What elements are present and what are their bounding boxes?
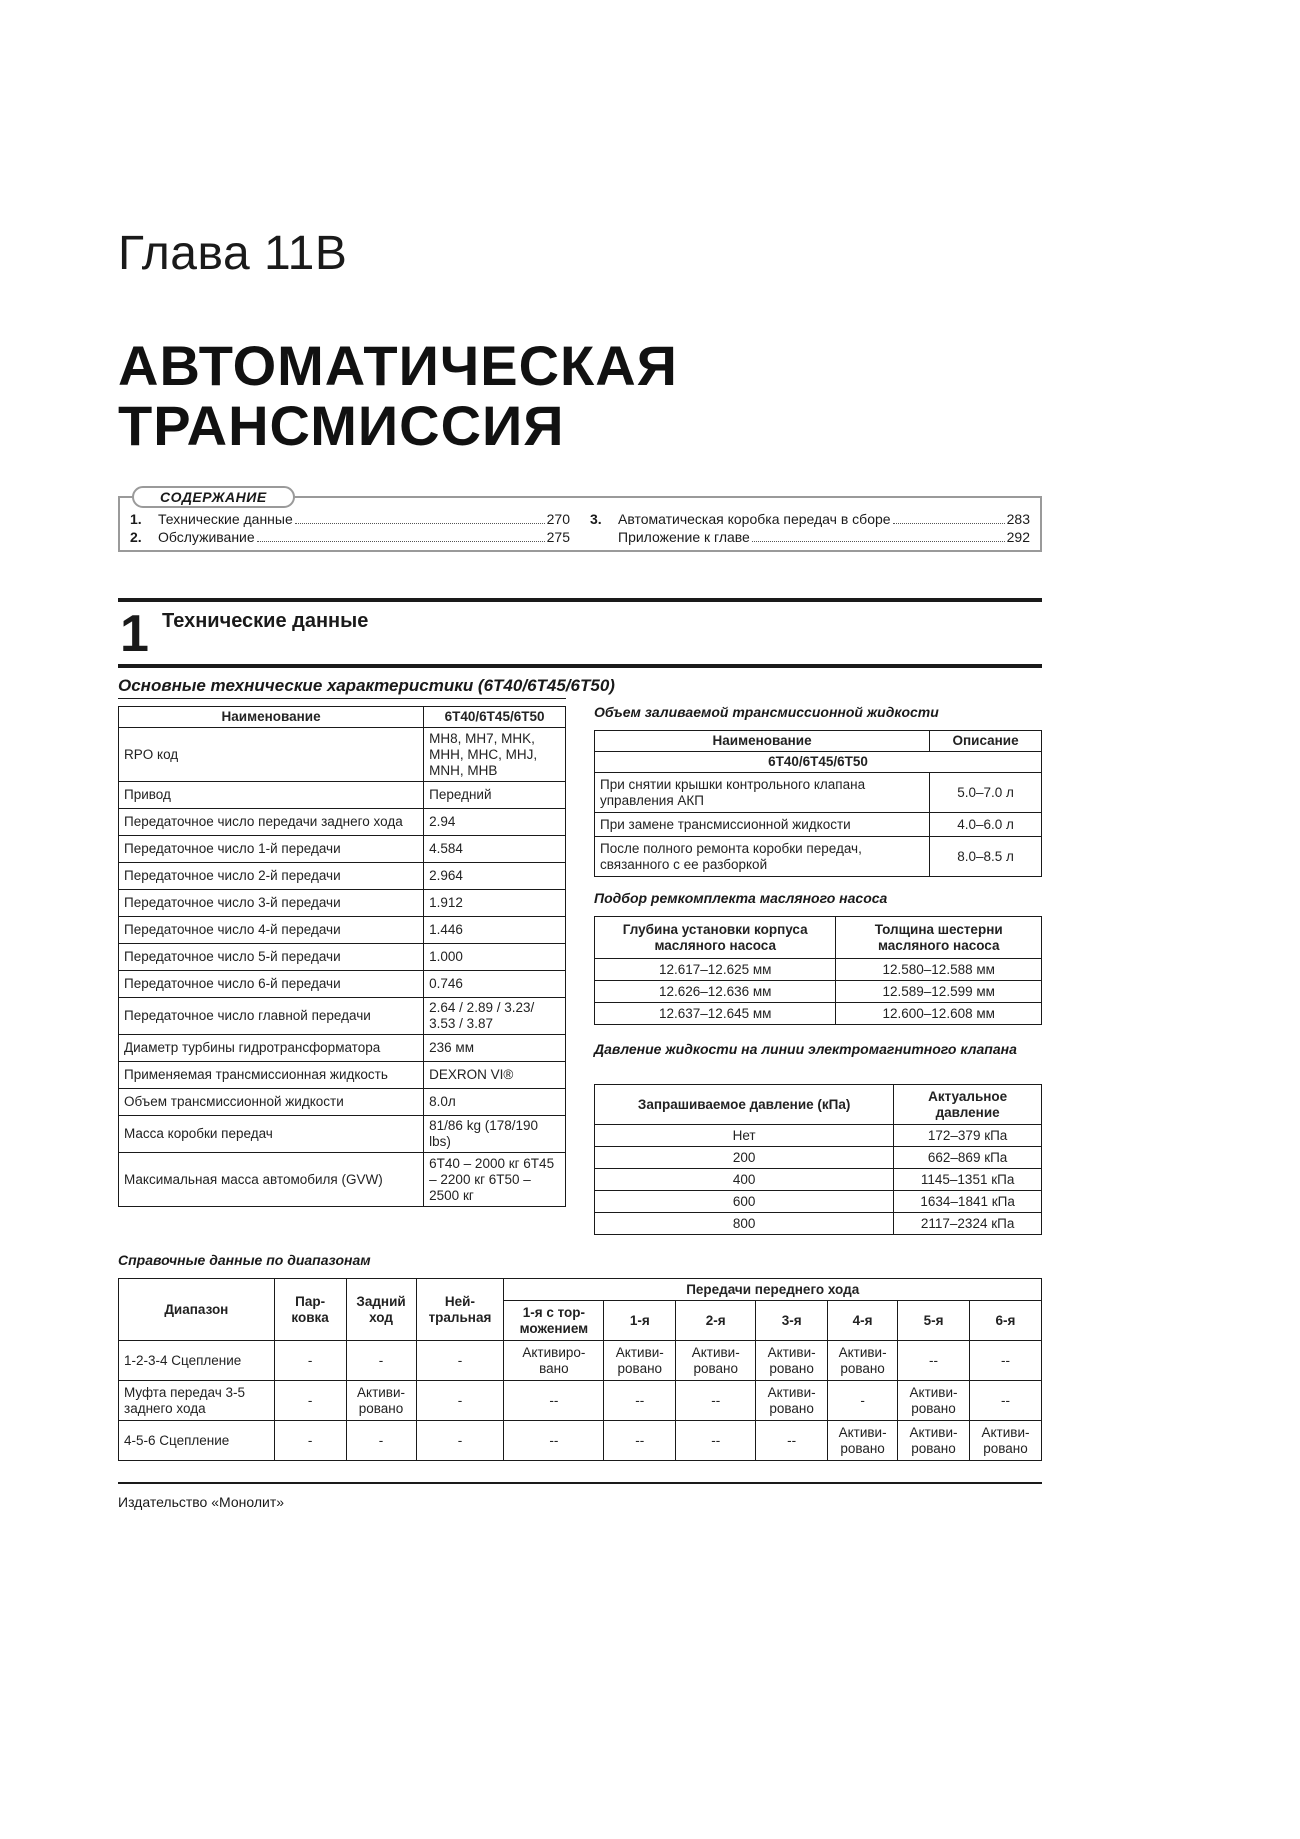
contents-item-page: 270 — [546, 511, 570, 527]
table-row — [595, 1169, 1042, 1191]
range-cell: Активи-ровано — [898, 1381, 970, 1421]
table-header-row — [595, 731, 1042, 752]
table-row — [595, 813, 1042, 837]
condition-cell: После полного ремонта коробки передач, связанного с ее разборкой — [595, 837, 930, 877]
fluid-volume-table — [594, 730, 1042, 877]
fluid-volume-caption: Объем заливаемой трансмиссионной жидкости — [594, 704, 939, 720]
range-cell: -- — [898, 1341, 970, 1381]
range-cell: -- — [969, 1381, 1041, 1421]
table-row — [595, 959, 1042, 981]
column-header-gear: 4-я — [828, 1301, 898, 1341]
table-row — [119, 890, 566, 917]
spec-name: Передаточное число 6-й передачи — [119, 971, 424, 998]
spec-value: 2.964 — [424, 863, 566, 890]
table-row — [119, 863, 566, 890]
range-name: Муфта передач 3-5 заднего хода — [119, 1381, 275, 1421]
range-cell: Активи-ровано — [898, 1421, 970, 1461]
range-cell: -- — [504, 1381, 604, 1421]
column-header-neutral: Ней-тральная — [416, 1279, 504, 1341]
contents-item-number: 3. — [590, 511, 602, 527]
spec-name: Максимальная масса автомобиля (GVW) — [119, 1153, 424, 1207]
condition-cell: При снятии крышки контрольного клапана управления АКП — [595, 773, 930, 813]
contents-item-number: 2. — [130, 529, 142, 545]
depth-cell: 12.626–12.636 мм — [595, 981, 836, 1003]
range-cell: - — [416, 1341, 504, 1381]
condition-cell: При замене трансмиссионной жидкости — [595, 813, 930, 837]
range-cell: - — [274, 1381, 346, 1421]
table-row — [595, 981, 1042, 1003]
table-row — [119, 1341, 1042, 1381]
volume-cell: 5.0–7.0 л — [930, 773, 1042, 813]
column-header-gear: 1-я — [604, 1301, 676, 1341]
spec-value: 236 мм — [424, 1035, 566, 1062]
table-row — [119, 1381, 1042, 1421]
contents-leader-dots — [257, 528, 545, 542]
main-specs-table — [118, 706, 566, 1207]
table-subheader-row — [595, 752, 1042, 773]
ranges-table — [118, 1278, 1042, 1461]
table-row — [595, 1125, 1042, 1147]
section-title: Технические данные — [162, 610, 369, 632]
range-cell: - — [828, 1381, 898, 1421]
contents-item-page: 292 — [1006, 529, 1030, 545]
volume-cell: 8.0–8.5 л — [930, 837, 1042, 877]
spec-name: Передаточное число 5-й передачи — [119, 944, 424, 971]
range-cell: - — [274, 1421, 346, 1461]
range-cell: - — [346, 1421, 416, 1461]
range-cell: -- — [756, 1421, 828, 1461]
actual-pressure: 662–869 кПа — [894, 1147, 1042, 1169]
range-cell: Активиро-вано — [504, 1341, 604, 1381]
spec-name: Применяемая трансмиссионная жидкость — [119, 1062, 424, 1089]
pump-kit-caption: Подбор ремкомплекта масляного насоса — [594, 890, 888, 906]
column-header-forward: Передачи переднего хода — [504, 1279, 1042, 1301]
spec-name: Масса коробки передач — [119, 1116, 424, 1153]
spec-value: 1.000 — [424, 944, 566, 971]
column-header: Глубина установки корпуса масляного насоса — [595, 917, 836, 959]
table-row — [119, 1035, 566, 1062]
section-rule-top — [118, 598, 1042, 602]
range-cell: Активи-ровано — [756, 1341, 828, 1381]
range-cell: Активи-ровано — [828, 1341, 898, 1381]
chapter-label: Глава 11В — [118, 227, 348, 280]
spec-value: Передний — [424, 782, 566, 809]
main-specs-caption: Основные технические характеристики (6T40/6T45/6T50) — [118, 676, 615, 695]
range-cell: Активи-ровано — [604, 1341, 676, 1381]
column-header: 6T40/6T45/6T50 — [424, 707, 566, 728]
spec-value: 0.746 — [424, 971, 566, 998]
table-row — [119, 1089, 566, 1116]
spec-value: 8.0л — [424, 1089, 566, 1116]
column-header-range: Диапазон — [119, 1279, 275, 1341]
contents-column-left — [130, 510, 570, 546]
table-header-row — [119, 1279, 1042, 1301]
table-row — [119, 836, 566, 863]
section-rule-bottom — [118, 664, 1042, 668]
range-cell: Активи-ровано — [756, 1381, 828, 1421]
table-row — [119, 1421, 1042, 1461]
range-cell: Активи-ровано — [828, 1421, 898, 1461]
spec-name: Диаметр турбины гидротрансформатора — [119, 1035, 424, 1062]
table-header-row — [119, 707, 566, 728]
spec-value: 81/86 kg (178/190 lbs) — [424, 1116, 566, 1153]
table-row — [595, 1003, 1042, 1025]
column-header: Наименование — [119, 707, 424, 728]
contents-item-text: Технические данные — [158, 511, 293, 527]
actual-pressure: 1634–1841 кПа — [894, 1191, 1042, 1213]
contents-box — [118, 489, 1042, 552]
contents-item-page: 283 — [1006, 511, 1030, 527]
thickness-cell: 12.589–12.599 мм — [836, 981, 1042, 1003]
contents-item[interactable] — [130, 528, 570, 546]
table-row — [119, 971, 566, 998]
spec-value: 2.94 — [424, 809, 566, 836]
column-header: Толщина шестерни масляного насоса — [836, 917, 1042, 959]
range-cell: -- — [504, 1421, 604, 1461]
column-header-gear: 6-я — [969, 1301, 1041, 1341]
pressure-caption: Давление жидкости на линии электромагнитного клапана — [594, 1041, 1017, 1057]
ranges-caption: Справочные данные по диапазонам — [118, 1252, 371, 1268]
requested-pressure: 600 — [595, 1191, 894, 1213]
spec-name: Привод — [119, 782, 424, 809]
table-row — [595, 837, 1042, 877]
table-row — [595, 773, 1042, 813]
requested-pressure: Нет — [595, 1125, 894, 1147]
column-header-park: Пар-ковка — [274, 1279, 346, 1341]
spec-value: 1.446 — [424, 917, 566, 944]
range-cell: Активи-ровано — [969, 1421, 1041, 1461]
spec-value: 1.912 — [424, 890, 566, 917]
contents-item[interactable] — [590, 528, 1030, 546]
spec-name: Передаточное число 2-й передачи — [119, 863, 424, 890]
range-cell: -- — [676, 1421, 756, 1461]
table-row — [595, 1147, 1042, 1169]
contents-heading: СОДЕРЖАНИЕ — [132, 486, 295, 508]
column-header-gear: 5-я — [898, 1301, 970, 1341]
table-row — [119, 917, 566, 944]
contents-item[interactable] — [130, 510, 570, 528]
column-header-reverse: Задний ход — [346, 1279, 416, 1341]
range-cell: Активи-ровано — [676, 1341, 756, 1381]
contents-item-text: Приложение к главе — [618, 529, 750, 545]
spec-name: Передаточное число 3-й передачи — [119, 890, 424, 917]
requested-pressure: 400 — [595, 1169, 894, 1191]
table-row — [119, 1062, 566, 1089]
thickness-cell: 12.580–12.588 мм — [836, 959, 1042, 981]
volume-cell: 4.0–6.0 л — [930, 813, 1042, 837]
spec-name: RPO код — [119, 728, 424, 782]
range-cell: -- — [969, 1341, 1041, 1381]
range-cell: Активи-ровано — [346, 1381, 416, 1421]
range-cell: - — [416, 1421, 504, 1461]
contents-column-right — [590, 510, 1030, 546]
column-header-gear: 2-я — [676, 1301, 756, 1341]
page-title — [118, 336, 678, 456]
contents-leader-dots — [752, 528, 1005, 542]
column-header: Описание — [930, 731, 1042, 752]
table-row — [595, 1213, 1042, 1235]
contents-item-text: Обслуживание — [158, 529, 255, 545]
contents-item[interactable] — [590, 510, 1030, 528]
contents-item-number — [590, 528, 618, 546]
table-row — [119, 782, 566, 809]
column-header: Актуальное давление — [894, 1085, 1042, 1125]
contents-leader-dots — [893, 510, 1005, 524]
range-cell: -- — [676, 1381, 756, 1421]
publisher-footer: Издательство «Монолит» — [118, 1494, 285, 1510]
spec-name: Объем трансмиссионной жидкости — [119, 1089, 424, 1116]
table-row — [119, 1153, 566, 1207]
column-subheader: 6T40/6T45/6T50 — [595, 752, 1042, 773]
spec-value: DEXRON VI® — [424, 1062, 566, 1089]
page-title-line1: АВТОМАТИЧЕСКАЯ — [118, 334, 678, 397]
spec-name: Передаточное число 1-й передачи — [119, 836, 424, 863]
actual-pressure: 172–379 кПа — [894, 1125, 1042, 1147]
section-number: 1 — [120, 605, 149, 663]
contents-item-text: Автоматическая коробка передач в сборе — [618, 511, 891, 527]
depth-cell: 12.637–12.645 мм — [595, 1003, 836, 1025]
table-row — [119, 809, 566, 836]
pump-kit-table — [594, 916, 1042, 1025]
actual-pressure: 2117–2324 кПа — [894, 1213, 1042, 1235]
caption-underline — [118, 698, 566, 699]
page-title-line2: ТРАНСМИССИЯ — [118, 394, 565, 457]
depth-cell: 12.617–12.625 мм — [595, 959, 836, 981]
column-header: Запрашиваемое давление (кПа) — [595, 1085, 894, 1125]
range-cell: - — [416, 1381, 504, 1421]
footer-rule — [118, 1482, 1042, 1484]
table-row — [119, 944, 566, 971]
table-row — [119, 728, 566, 782]
table-row — [595, 1191, 1042, 1213]
spec-value: 2.64 / 2.89 / 3.23/ 3.53 / 3.87 — [424, 998, 566, 1035]
column-header-gear: 1-я с тор-можением — [504, 1301, 604, 1341]
column-header: Наименование — [595, 731, 930, 752]
column-header-gear: 3-я — [756, 1301, 828, 1341]
spec-name: Передаточное число 4-й передачи — [119, 917, 424, 944]
requested-pressure: 200 — [595, 1147, 894, 1169]
range-cell: -- — [604, 1421, 676, 1461]
thickness-cell: 12.600–12.608 мм — [836, 1003, 1042, 1025]
table-header-row — [595, 1085, 1042, 1125]
table-header-row — [595, 917, 1042, 959]
range-name: 1-2-3-4 Сцепление — [119, 1341, 275, 1381]
requested-pressure: 800 — [595, 1213, 894, 1235]
pressure-table — [594, 1084, 1042, 1235]
spec-value: MH8, MH7, MHK, MHH, MHC, MHJ, MNH, MHB — [424, 728, 566, 782]
actual-pressure: 1145–1351 кПа — [894, 1169, 1042, 1191]
range-name: 4-5-6 Сцепление — [119, 1421, 275, 1461]
spec-value: 6T40 – 2000 кг 6T45 – 2200 кг 6T50 – 2500 кг — [424, 1153, 566, 1207]
spec-name: Передаточное число главной передачи — [119, 998, 424, 1035]
table-row — [119, 998, 566, 1035]
contents-item-number: 1. — [130, 511, 142, 527]
range-cell: - — [274, 1341, 346, 1381]
table-row — [119, 1116, 566, 1153]
contents-item-page: 275 — [546, 529, 570, 545]
range-cell: -- — [604, 1381, 676, 1421]
range-cell: - — [346, 1341, 416, 1381]
spec-name: Передаточное число передачи заднего хода — [119, 809, 424, 836]
contents-leader-dots — [295, 510, 545, 524]
spec-value: 4.584 — [424, 836, 566, 863]
